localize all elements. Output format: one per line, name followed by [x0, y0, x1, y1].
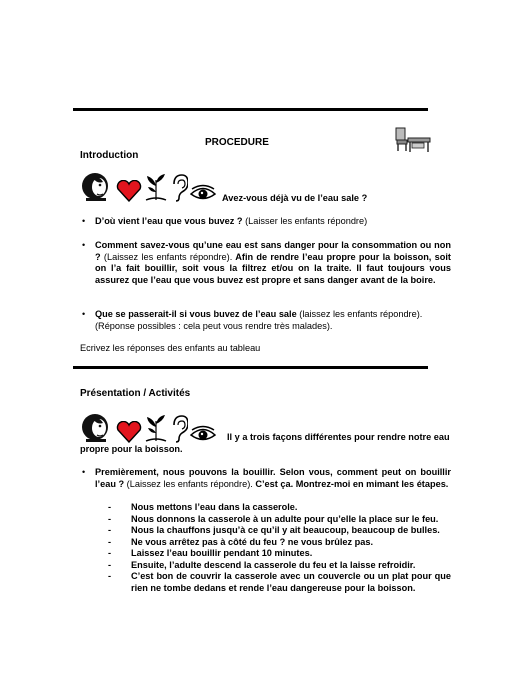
step-dash: - [108, 525, 112, 535]
intro-item-2-normal: (Laissez les enfants répondre). [100, 251, 233, 262]
sprout-icon [144, 172, 168, 202]
activity-item-normal: (Laissez les enfants répondre). [124, 478, 253, 489]
intro-item-3 [95, 309, 451, 332]
step-item [108, 502, 451, 514]
intro-item-2-bold2: Afin de rendre l’eau propre pour la boisson, soit on l’a fait bouillir, soit vous la filtrez et/ou on la traite. Il faut toujours vous assurez que l’eau que vous buvez est propre et sans danger avant de la boire. [95, 251, 451, 285]
step-text: C’est bon de couvrir la casserole avec un couvercle ou un plat pour que rien ne tombe dedans et rende l’eau dangereuse pour la boisson. [131, 571, 451, 593]
bullet-4-glyph: • [82, 467, 86, 477]
step-text: Ensuite, l’adulte descend la casserole du feu et la laisse refroidir. [131, 559, 416, 570]
step-text: Nous la chauffons jusqu’à ce qu’il y ait beaucoup, beaucoup de bulles. [131, 525, 440, 535]
top-rule [73, 108, 428, 111]
activity-item-bold: Premièrement, nous pouvons la bouillir. Selon vous, comment peut on bouillir l’eau ? [95, 467, 451, 489]
activities-lead: Il y a trois façons différentes pour rendre notre eau propre pour la boisson. [80, 432, 450, 454]
intro-question: Avez-vous déjà vu de l’eau sale ? [222, 193, 368, 203]
step-text: Ne vous arrêtez pas à côté du feu ? ne vous brûlez pas. [131, 536, 374, 547]
step-item [108, 525, 451, 537]
intro-item-1-bold: D’où vient l’eau que vous buvez ? [95, 216, 243, 226]
intro-item-2 [95, 240, 451, 286]
step-dash: - [108, 513, 112, 524]
step-item [108, 571, 451, 594]
heart-icon [116, 180, 142, 202]
step-item [108, 514, 451, 526]
section-rule [73, 366, 428, 369]
activities-heading: Présentation / Activités [80, 388, 191, 399]
step-dash: - [108, 548, 112, 558]
icon-row-intro [80, 172, 216, 202]
eye-icon [190, 184, 216, 202]
step-item [108, 560, 451, 572]
activity-item-bold2: C’est ça. Montrez-moi en mimant les étapes. [252, 478, 449, 489]
step-text: Nous donnons la casserole à un adulte pour qu’elle la place sur le feu. [131, 513, 439, 524]
desk-chair-icon [394, 124, 432, 154]
ear-icon [170, 174, 188, 202]
step-text: Nous mettons l’eau dans la casserole. [131, 502, 298, 512]
step-dash: - [108, 536, 112, 547]
head-icon [80, 172, 114, 202]
step-item [108, 537, 451, 549]
intro-item-2-bold: Comment savez-vous qu’une eau est sans danger pour la consommation ou non ? [95, 240, 451, 262]
steps-list [108, 502, 451, 594]
bullet-1-glyph: • [82, 216, 86, 226]
step-dash: - [108, 502, 112, 512]
intro-item-3-normal: (laissez les enfants répondre). (Réponse possibles : cela peut vous rendre très malades). [95, 309, 423, 331]
activity-item-1 [95, 467, 451, 490]
step-dash: - [108, 559, 112, 570]
step-item [108, 548, 451, 560]
step-dash: - [108, 571, 112, 581]
intro-item-3-bold: Que se passerait-il si vous buvez de l’eau sale [95, 309, 297, 319]
page-title: PROCEDURE [205, 137, 269, 148]
bullet-2-glyph: • [82, 240, 86, 250]
step-text: Laissez l’eau bouillir pendant 10 minutes. [131, 548, 313, 558]
bullet-3-glyph: • [82, 309, 86, 319]
intro-note: Ecrivez les réponses des enfants au tableau [80, 343, 261, 353]
intro-item-1-normal: (Laisser les enfants répondre) [242, 216, 368, 226]
intro-heading: Introduction [80, 150, 139, 161]
intro-item-1 [95, 216, 451, 228]
